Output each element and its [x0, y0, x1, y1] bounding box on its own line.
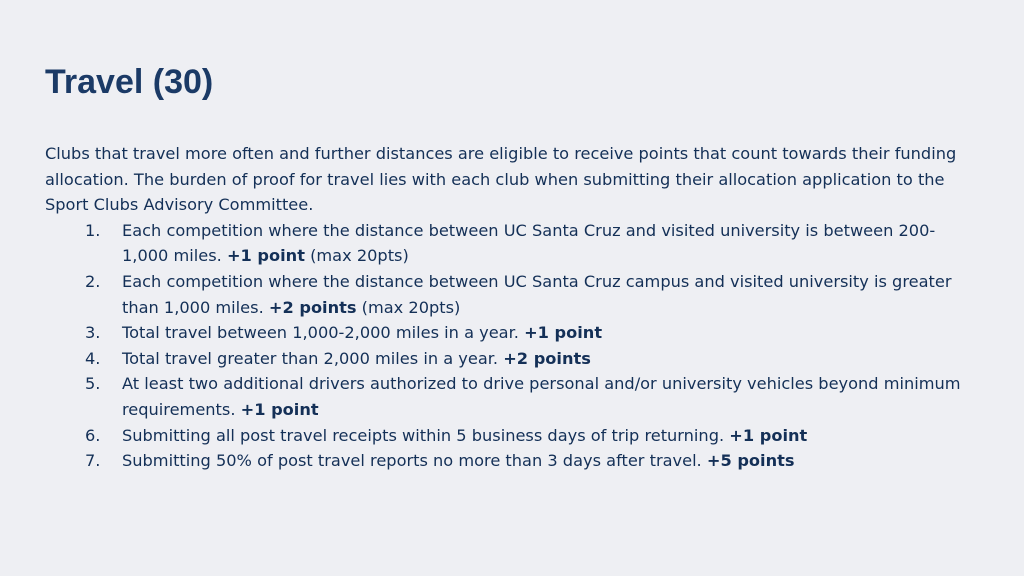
- intro-paragraph: Clubs that travel more often and further distances are eligible to receive points that count towards their funding allocation. The burden of proof for travel lies with each club when submitting their allocation application to the Sport Clubs Advisory Committee.: [45, 144, 957, 215]
- item-number: 1.: [85, 220, 101, 240]
- list-item: [45, 371, 965, 422]
- list-item: [45, 448, 965, 474]
- list-item: [45, 218, 965, 269]
- item-points: +1 point: [226, 246, 305, 266]
- item-text: Total travel greater than 2,000 miles in a year.: [122, 348, 499, 368]
- item-points: +1 point: [524, 323, 603, 343]
- item-number: 5.: [85, 374, 101, 394]
- item-text: At least two additional drivers authorized to drive personal and/or university vehicles beyond minimum requirements.: [122, 374, 961, 419]
- item-text: Total travel between 1,000-2,000 miles in a year.: [122, 323, 519, 343]
- item-points: +2 points: [503, 348, 591, 368]
- item-text: Submitting all post travel receipts within 5 business days of trip returning.: [122, 425, 725, 445]
- item-text: Submitting 50% of post travel reports no more than 3 days after travel.: [122, 451, 702, 471]
- item-points: +5 points: [706, 451, 795, 471]
- criteria-list: [45, 218, 965, 474]
- item-number: 7.: [85, 451, 101, 471]
- item-number: 3.: [85, 323, 101, 343]
- item-points: +2 points: [268, 297, 357, 317]
- list-item: [45, 346, 965, 372]
- item-points: +1 point: [729, 425, 808, 445]
- item-suffix: (max 20pts): [361, 297, 461, 317]
- item-suffix: (max 20pts): [310, 246, 409, 266]
- item-text: Each competition where the distance between UC Santa Cruz campus and visited university is greater than 1,000 miles.: [122, 271, 952, 317]
- list-item: [45, 320, 965, 346]
- item-text: Each competition where the distance between UC Santa Cruz and visited university is between 200-1,000 miles.: [122, 220, 936, 266]
- slide-title: Travel (30): [45, 63, 214, 101]
- list-item: [45, 423, 965, 449]
- item-points: +1 point: [240, 399, 319, 419]
- item-number: 6.: [85, 425, 101, 445]
- item-number: 2.: [85, 271, 101, 291]
- item-number: 4.: [85, 348, 101, 368]
- slide-body: [45, 141, 965, 474]
- list-item: [45, 269, 965, 320]
